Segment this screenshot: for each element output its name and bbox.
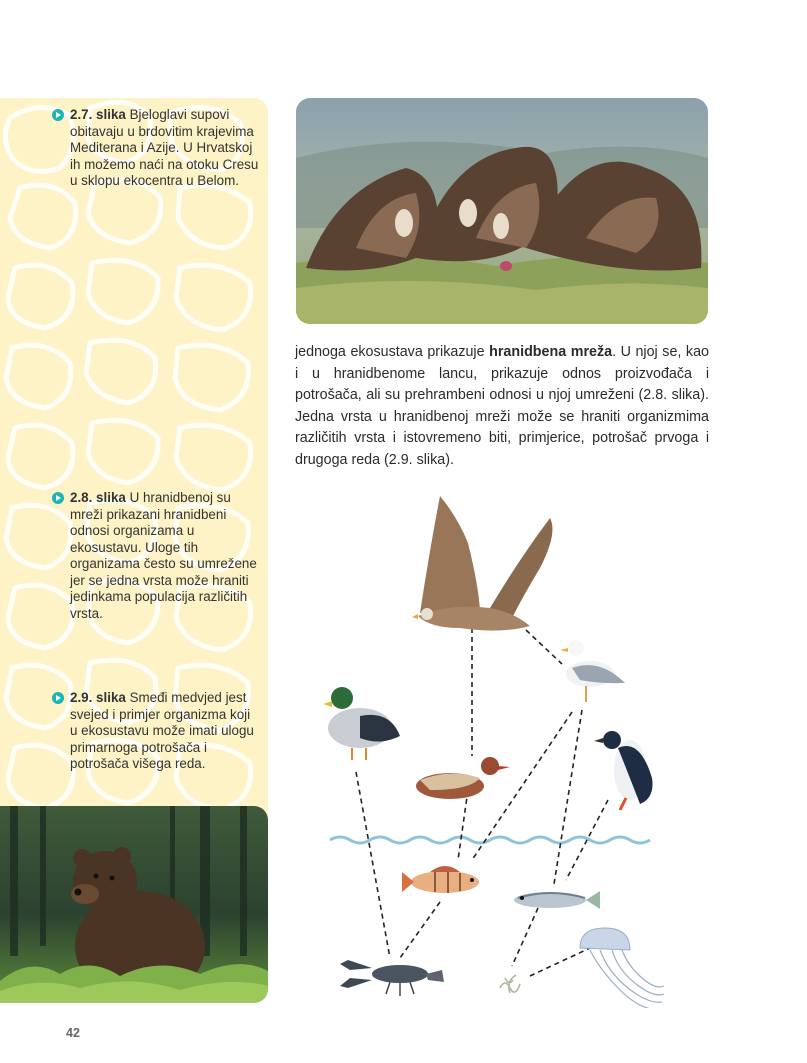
puffin-illustration [594,731,653,810]
caption-label: 2.9. slika [70,690,126,705]
caption-label: 2.7. slika [70,107,126,122]
brown-bear-photo [0,806,268,1003]
body-paragraph [295,342,709,472]
merganser-illustration [416,757,510,799]
caption-label: 2.8. slika [70,490,126,505]
caption-2-9 [54,690,259,773]
food-web-illustration [300,488,680,1008]
arrow-right-icon [52,492,64,504]
mallard-illustration [323,687,400,760]
caption-text: U hranidbenoj su mreži prikazani hranidbeni odnosi organizama u ekosustavu. Uloge tih organizama često su umrežene jer se jedna vrsta može hraniti jedinkama populacija različitih vrsta. [70,490,257,621]
vultures-photo [296,98,708,324]
caption-2-8 [54,490,259,622]
eagle-illustration [412,496,552,631]
jellyfish-illustration [580,928,664,1008]
perch-illustration [402,866,479,893]
body-text-end: . U njoj se, kao i u hranidbenome lancu, prikazuje odnos proizvođača i potrošača, ali su prehrambeni odnosi u njoj umreženi (2.8. slika). Jedna vrsta u hranidbenoj mreži može se hraniti organizmima različitih vrsta i istovremeno biti, primjerice, potrošač prvoga i drugoga reda (2.9. slika). [295,344,709,468]
caption-text: Smeđi medvjed jest svejed i primjer organizma koji u ekosustavu može imati ulogu primarnoga potrošača i potrošača višega reda. [70,690,254,771]
water-line [330,837,650,843]
caption-2-7 [54,107,259,190]
crayfish-illustration [340,960,444,996]
gull-illustration [560,640,625,702]
body-text-start: jednoga ekosustava prikazuje [295,344,490,360]
key-term: hranidbena mreža [489,344,613,360]
page-number: 42 [66,1026,80,1040]
caption-text: Bjeloglavi supovi obitavaju u brdovitim krajevima Mediterana i Azije. U Hrvatskoj ih možemo naći na otoku Cresu u sklopu ekocentra u Belom. [70,107,259,188]
arrow-right-icon [52,109,64,121]
herring-illustration [514,891,600,909]
plankton-illustration [500,975,520,993]
arrow-right-icon [52,692,64,704]
